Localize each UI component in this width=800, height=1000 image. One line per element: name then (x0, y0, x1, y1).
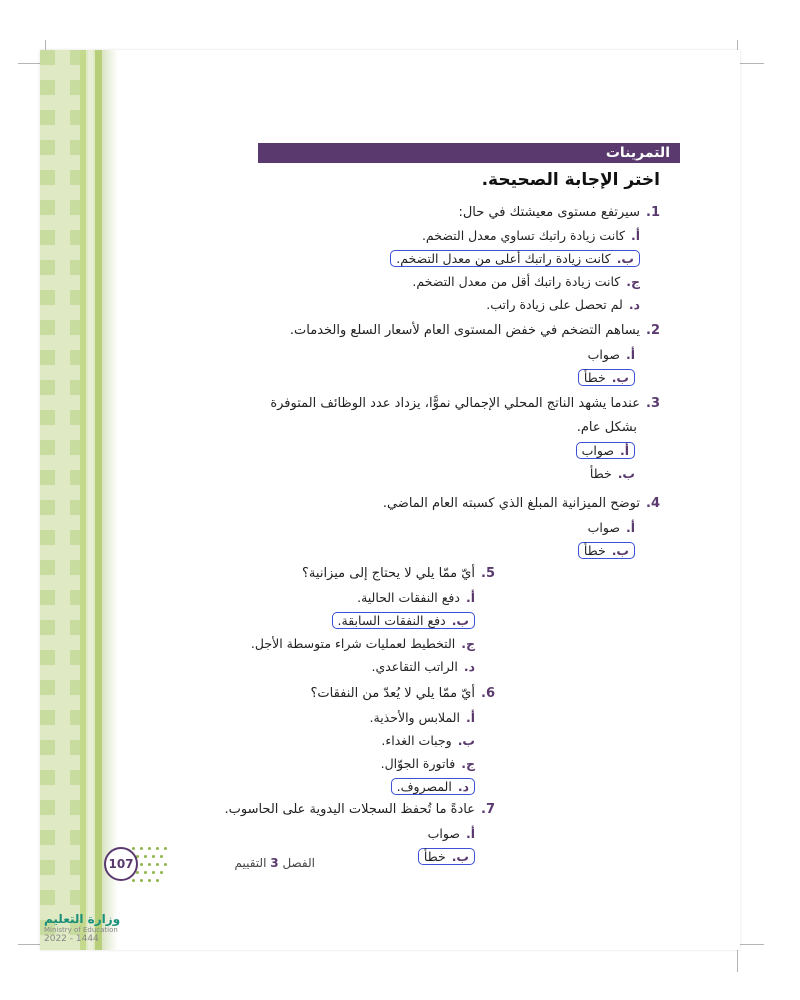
option-text: دفع النفقات الحالية. (357, 590, 460, 605)
question-text: أيّ ممّا يلي لا يُعدّ من النفقات؟ (310, 686, 475, 701)
option-letter: أ. (465, 590, 475, 605)
chapter-number: 3 (270, 856, 279, 870)
section-title-bar (258, 143, 680, 163)
option-letter: أ. (630, 228, 640, 243)
option-letter: ب. (617, 466, 635, 481)
selected-answer-box (332, 612, 475, 629)
option-1b (390, 251, 640, 266)
option-text: كانت زيادة راتبك أعلى من معدل التضخم. (396, 251, 611, 266)
crop-mark (18, 944, 42, 945)
option-letter: أ. (625, 520, 635, 535)
question-6 (310, 686, 495, 701)
option-1c (412, 274, 640, 289)
option-text: الملابس والأحذية. (369, 710, 460, 725)
instruction-heading: اختر الإجابة الصحيحة. (481, 170, 660, 190)
crop-mark (740, 944, 764, 945)
crop-mark (740, 63, 764, 64)
option-text: كانت زيادة راتبك تساوي معدل التضخم. (421, 228, 625, 243)
option-text: خطأ (423, 849, 446, 864)
side-stripe-2 (88, 50, 93, 950)
question-text: سيرتفع مستوى معيشتك في حال: (458, 205, 640, 220)
edition-year: 2022 - 1444 (44, 934, 99, 944)
option-letter: ج. (461, 636, 475, 651)
option-text: خطأ (589, 466, 612, 481)
question-1 (458, 205, 660, 220)
selected-answer-box (576, 442, 635, 459)
option-letter: ب. (616, 251, 634, 266)
question-7 (224, 802, 495, 817)
question-text: عندما يشهد الناتج المحلي الإجمالي نموًّا، يزداد عدد الوظائف المتوفرة (270, 396, 640, 411)
question-text: بشكل عام. (576, 420, 637, 435)
option-4a (588, 520, 635, 535)
question-4 (383, 496, 660, 511)
option-1a (422, 228, 640, 243)
option-text: صواب (587, 520, 620, 535)
option-letter: ب. (457, 733, 475, 748)
side-stripe-4 (102, 50, 118, 950)
crop-mark (737, 948, 738, 972)
question-number: 2. (646, 323, 660, 338)
question-text: أيّ ممّا يلي لا يحتاج إلى ميزانية؟ (302, 566, 475, 581)
option-letter: أ. (625, 347, 635, 362)
ministry-name-ar: وزارة التعليم (44, 912, 121, 926)
question-5 (302, 566, 495, 581)
option-3a (576, 443, 635, 458)
selected-answer-box (390, 250, 640, 267)
option-6b (381, 733, 475, 748)
question-text: عادةً ما تُحفظ السجلات اليدوية على الحاسوب. (224, 802, 475, 817)
question-number: 7. (481, 802, 495, 817)
page-number: 107 (104, 847, 138, 881)
option-2b (578, 370, 635, 385)
option-letter: ج. (461, 756, 475, 771)
option-5d (371, 659, 475, 674)
chapter-label: الفصل (282, 856, 315, 870)
option-text: دفع النفقات السابقة. (337, 613, 446, 628)
crop-mark (18, 63, 42, 64)
question-2 (290, 323, 660, 338)
selected-answer-box (578, 542, 635, 559)
option-text: كانت زيادة راتبك أقل من معدل التضخم. (412, 274, 621, 289)
option-letter: د. (457, 779, 469, 794)
option-text: الراتب التقاعدي. (371, 659, 458, 674)
selected-answer-box (418, 848, 475, 865)
chapter-title: التقييم (234, 856, 267, 870)
question-text: يساهم التضخم في خفض المستوى العام لأسعار السلع والخدمات. (289, 323, 640, 338)
question-number: 1. (646, 205, 660, 220)
option-7b (418, 849, 475, 864)
option-5c (251, 636, 475, 651)
option-3b (590, 466, 635, 481)
option-6c (381, 756, 475, 771)
question-number: 5. (481, 566, 495, 581)
selected-answer-box (391, 778, 475, 795)
side-stripe-1 (80, 50, 86, 950)
side-stripe-3 (95, 50, 102, 950)
option-text: لم تحصل على زيادة راتب. (486, 297, 623, 312)
option-letter: أ. (465, 826, 475, 841)
ministry-name-en: Ministry of Education (44, 926, 118, 934)
option-letter: أ. (619, 443, 629, 458)
option-1d (486, 297, 640, 312)
option-2a (588, 347, 635, 362)
question-3-continued (577, 420, 637, 435)
selected-answer-box (578, 369, 635, 386)
option-letter: ج. (626, 274, 640, 289)
option-7a (428, 826, 475, 841)
footer-chapter (235, 856, 316, 870)
option-text: التخطيط لعمليات شراء متوسطة الأجل. (250, 636, 456, 651)
option-5a (357, 590, 475, 605)
ministry-logo (44, 912, 124, 944)
question-text: توضح الميزانية المبلغ الذي كسبته العام الماضي. (382, 496, 640, 511)
option-letter: د. (628, 297, 640, 312)
option-text: المصروف. (396, 779, 452, 794)
option-4b (578, 543, 635, 558)
option-5b (332, 613, 475, 628)
option-text: صواب (581, 443, 614, 458)
option-letter: د. (463, 659, 475, 674)
option-letter: ب. (611, 370, 629, 385)
question-number: 6. (481, 686, 495, 701)
option-text: خطأ (583, 370, 606, 385)
option-text: صواب (427, 826, 460, 841)
question-number: 4. (646, 496, 660, 511)
option-letter: ب. (451, 613, 469, 628)
option-6a (370, 710, 475, 725)
option-text: فاتورة الجوّال. (380, 756, 456, 771)
option-text: خطأ (583, 543, 606, 558)
option-letter: ب. (451, 849, 469, 864)
section-title: التمرينات (605, 145, 670, 161)
option-6d (391, 779, 475, 794)
option-text: صواب (587, 347, 620, 362)
option-letter: أ. (465, 710, 475, 725)
question-3 (270, 396, 660, 411)
question-number: 3. (646, 396, 660, 411)
option-text: وجبات الغداء. (381, 733, 452, 748)
option-letter: ب. (611, 543, 629, 558)
